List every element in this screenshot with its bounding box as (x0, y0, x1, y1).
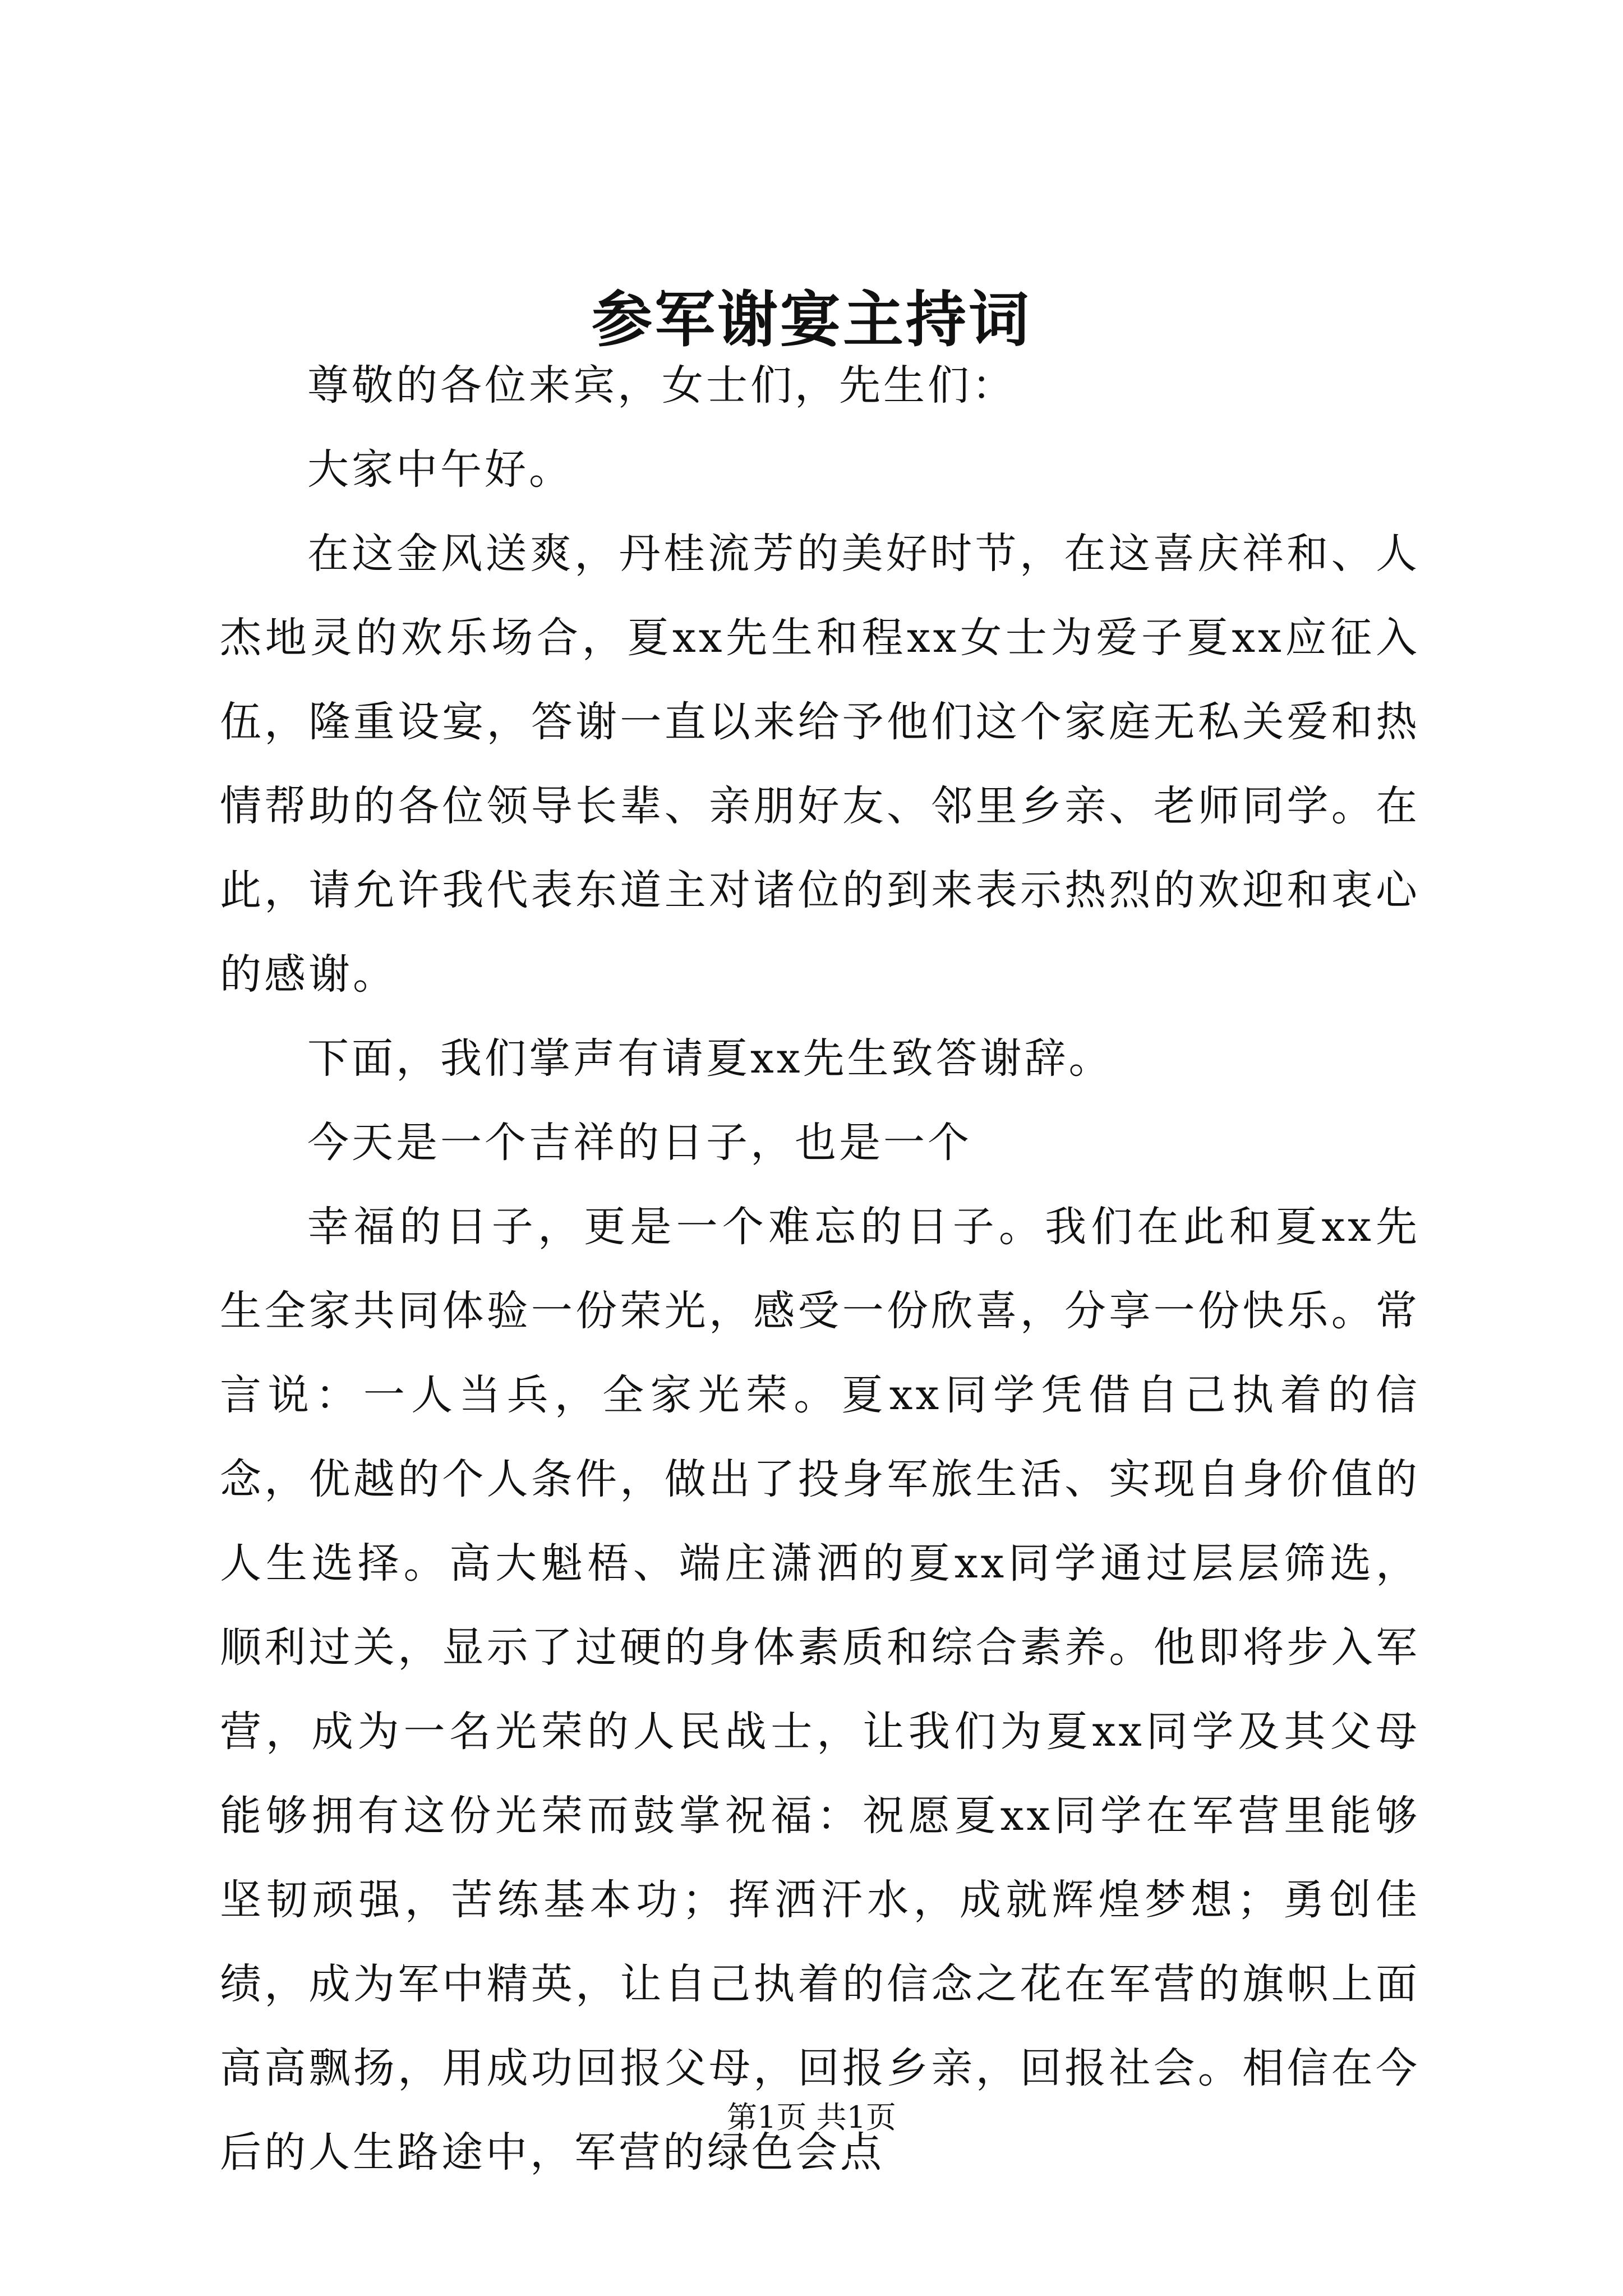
paragraph-welcome: 在这金风送爽，丹桂流芳的美好时节，在这喜庆祥和、人杰地灵的欢乐场合，夏xx先生和程xx女士为爱子夏xx应征入伍，隆重设宴，答谢一直以来给予他们这个家庭无私关爱和热情帮助的各位领导长辈、亲朋好友、邻里乡亲、老师同学。在此，请允许我代表东道主对诸位的到来表示热烈的欢迎和衷心的感谢。 (220, 530, 1420, 999)
paragraph-good-noon: 大家中午好。 (307, 445, 573, 494)
paragraph-blessing: 幸福的日子，更是一个难忘的日子。我们在此和夏xx先生全家共同体验一份荣光，感受一份欣喜，分享一份快乐。常言说：一人当兵，全家光荣。夏xx同学凭借自己执着的信念，优越的个人条件，做出了投身军旅生活、实现自身价值的人生选择。高大魁梧、端庄潇洒的夏xx同学通过层层筛选，顺利过关，显示了过硬的身体素质和综合素养。他即将步入军营，成为一名光荣的人民战士，让我们为夏xx同学及其父母能够拥有这份光荣而鼓掌祝福：祝愿夏xx同学在军营里能够坚韧顽强，苦练基本功；挥洒汗水，成就辉煌梦想；勇创佳绩，成为军中精英，让自己执着的信念之花在军营的旗帜上面高高飘扬，用成功回报父母，回报乡亲，回报社会。相信在今后的人生路途中，军营的绿色会点 (220, 1203, 1420, 2177)
paragraph-today: 今天是一个吉祥的日子，也是一个 (307, 1119, 972, 1167)
paragraph-invite-speech: 下面，我们掌声有请夏xx先生致答谢辞。 (307, 1034, 1113, 1083)
paragraph-greeting: 尊敬的各位来宾，女士们，先生们： (307, 361, 1016, 409)
document-body (220, 343, 1420, 2194)
document-title: 参军谢宴主持词 (591, 284, 1031, 355)
page-footer: 第1页 共1页 (727, 2100, 896, 2135)
